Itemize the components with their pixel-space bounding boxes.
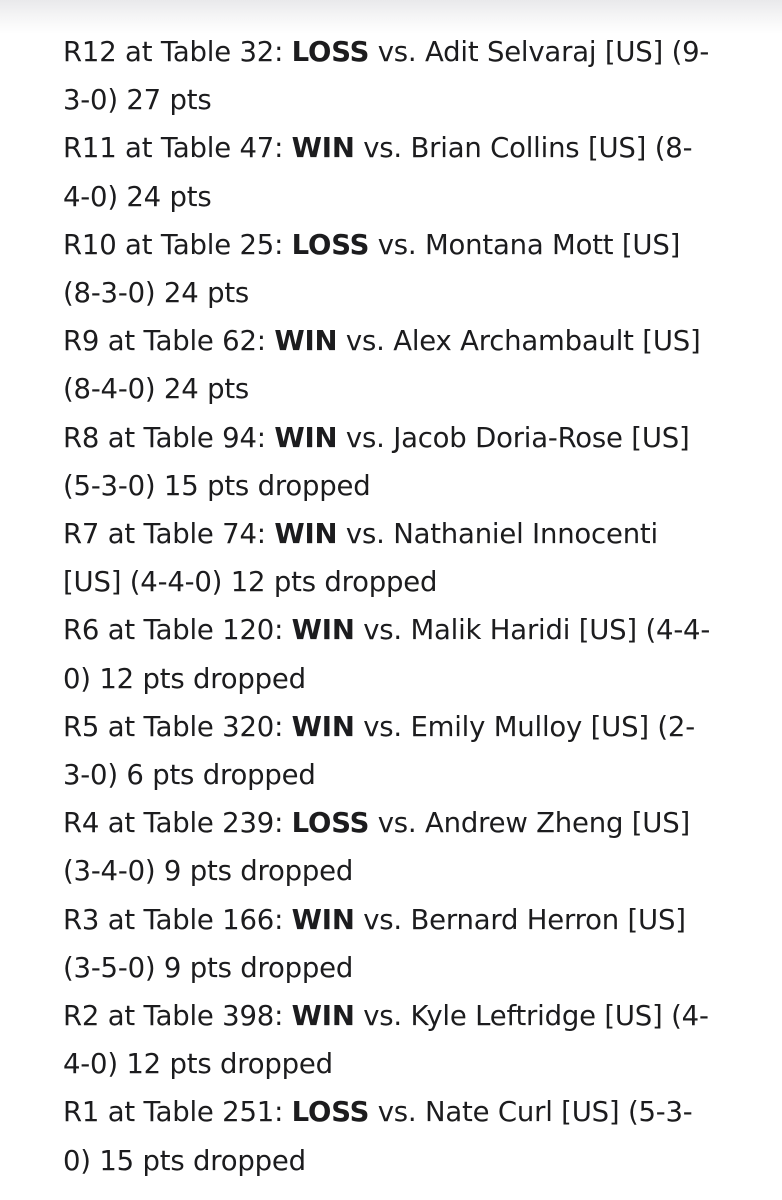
result-win: WIN (274, 325, 338, 358)
round-10-entry (63, 221, 713, 317)
round-label: R9 at Table 62: (63, 325, 275, 358)
round-7-entry (63, 510, 713, 606)
round-label: R11 at Table 47: (63, 132, 292, 165)
round-label: R4 at Table 239: (63, 807, 292, 840)
round-label: R3 at Table 166: (63, 903, 292, 936)
round-6-entry (63, 606, 713, 702)
opponent-detail: vs. Bernard Herron [US] (3-5-0) 9 pts dropped (63, 903, 686, 984)
round-label: R8 at Table 94: (63, 421, 275, 454)
result-win: WIN (291, 1000, 355, 1033)
opponent-detail: vs. Adit Selvaraj [US] (9-3-0) 27 pts (63, 36, 710, 117)
result-loss: LOSS (291, 807, 370, 840)
opponent-detail: vs. Kyle Leftridge [US] (4-4-0) 12 pts dropped (63, 1000, 709, 1081)
round-9-entry (63, 317, 713, 413)
opponent-detail: vs. Nate Curl [US] (5-3-0) 15 pts dropped (63, 1096, 693, 1177)
round-results-list (63, 28, 713, 1185)
result-loss: LOSS (291, 36, 370, 68)
round-label: R5 at Table 320: (63, 710, 292, 743)
round-label: R6 at Table 120: (63, 614, 292, 647)
opponent-detail: vs. Malik Haridi [US] (4-4-0) 12 pts dropped (63, 614, 711, 695)
round-1-entry (63, 1088, 713, 1184)
result-loss: LOSS (291, 1096, 370, 1129)
round-label: R12 at Table 32: (63, 36, 292, 68)
result-win: WIN (291, 710, 355, 743)
round-label: R1 at Table 251: (63, 1096, 292, 1129)
result-win: WIN (291, 903, 355, 936)
round-label: R2 at Table 398: (63, 1000, 292, 1033)
result-win: WIN (291, 132, 355, 165)
result-win: WIN (274, 421, 338, 454)
round-4-entry (63, 799, 713, 895)
round-label: R7 at Table 74: (63, 518, 275, 551)
round-11-entry (63, 124, 713, 220)
opponent-detail: vs. Montana Mott [US] (8-3-0) 24 pts (63, 228, 681, 310)
round-8-entry (63, 414, 713, 510)
result-win: WIN (274, 518, 338, 551)
round-12-entry (63, 28, 713, 124)
round-label: R10 at Table 25: (63, 228, 292, 261)
round-3-entry (63, 896, 713, 992)
opponent-detail: vs. Alex Archambault [US] (8-4-0) 24 pts (63, 325, 701, 406)
result-win: WIN (291, 614, 355, 647)
opponent-detail: vs. Emily Mulloy [US] (2-3-0) 6 pts dropped (63, 710, 695, 792)
opponent-detail: vs. Nathaniel Innocenti [US] (4-4-0) 12 pts dropped (63, 518, 658, 599)
opponent-detail: vs. Brian Collins [US] (8-4-0) 24 pts (63, 132, 693, 213)
round-2-entry (63, 992, 713, 1088)
result-loss: LOSS (291, 228, 370, 261)
opponent-detail: vs. Jacob Doria-Rose [US] (5-3-0) 15 pts dropped (63, 421, 690, 502)
round-5-entry (63, 703, 713, 799)
opponent-detail: vs. Andrew Zheng [US] (3-4-0) 9 pts dropped (63, 807, 691, 888)
